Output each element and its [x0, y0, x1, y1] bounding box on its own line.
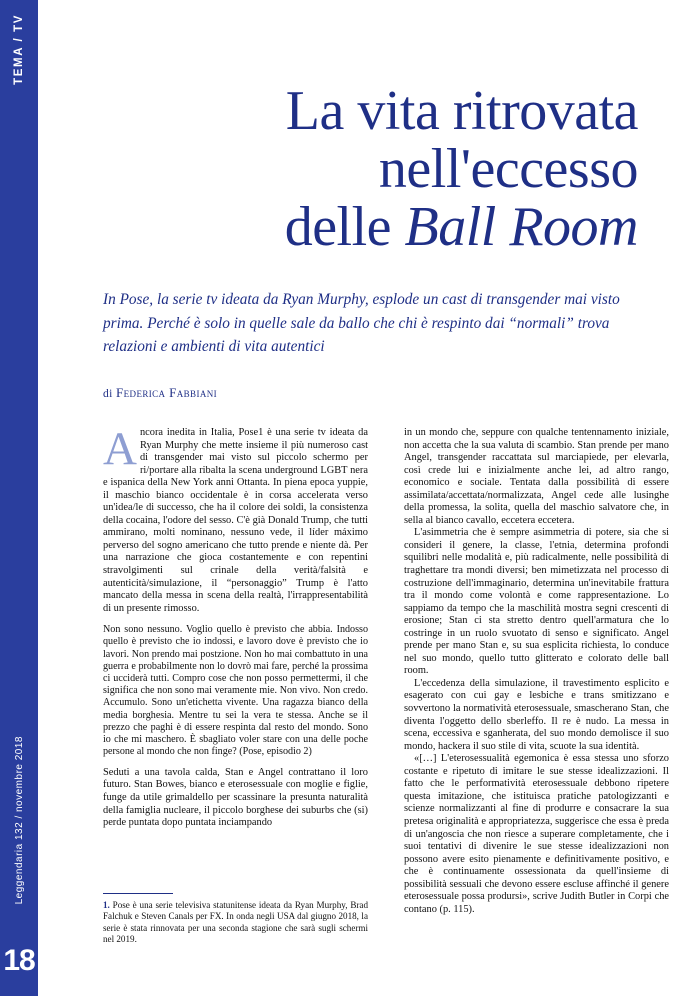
headline-line-2: nell'eccesso	[378, 137, 638, 200]
paragraph: in un mondo che, seppure con qualche tentennamento iniziale, non accetta che la sua valuta di scambio. Stan prende per mano Angel, transgender raccattata sul marciapiede, per elevarla, così crede lui e inizialmente anche lei, ad altro rango, economico e sociale. Tentata dalla possibilità di essere assimilata/accettata/normalizzata, Angel cede alle lusinghe della promessa, la solita, quella del maschio salvatore che, in sella al bianco cavallo, eccetera eccetera.	[404, 427, 669, 526]
page-number: 18	[3, 944, 35, 977]
issue-label	[0, 736, 38, 904]
rubric-text: TEMA / TV	[13, 14, 25, 85]
paragraph: L'asimmetria che è sempre asimmetria di potere, sia che si consideri il genere, la classe, l'etnia, determina profondi squilibri nelle modalità e, più radicalmente, nelle possibilità di traghettare tra mondi diversi; ben mimetizzata nel processo di costruzione dell'immaginario, determina un'inevitabile frattura tra il mondo come volontà e come rappresentazione. Lo sappiamo da tempo che la maschilità mostra segni crescenti di erosione; Stan ci sta stretto dentro quell'armatura che lo costringe in un ruolo svuotato di senso e significato. Angel prende per mano Stan e, su sua esplicita richiesta, lo conduce nel suo mondo, quello tutto glitterato e colorato delle ball room.	[404, 527, 669, 677]
footnote	[103, 900, 368, 945]
article-page	[38, 0, 692, 996]
column-right	[404, 427, 669, 916]
footnote-divider	[103, 893, 173, 894]
paragraph: L'eccedenza della simulazione, il travestimento esplicito e esagerato con cui gay e lesbiche e trans smitizzano e sovvertono la normatività eterosessuale, smascherano Stan, che diventa l'oggetto dello sberleffo. Il re è nudo. La messa in scena, eccessiva e sganherata, del suo mondo demolisce il suo mondo, hackera il suo stile di vita, scuote la sua identità.	[404, 677, 669, 752]
paragraph: Seduti a una tavola calda, Stan e Angel contrattano il loro futuro. Stan Bowes, bianco e eterosessuale con moglie e figlie, funge da utile grimaldello per scassinare la presunta naturalità della famiglia nucleare, il piccolo borghese dei suburbs che (si) perde puntata dopo puntata inciampando	[103, 766, 368, 829]
headline-line-3-plain: delle	[284, 195, 405, 258]
headline-line-1: La vita ritrovata	[285, 79, 638, 142]
byline	[103, 385, 217, 401]
headline-line-3-italic: Ball Room	[404, 195, 638, 258]
paragraph: «[…] L'eterosessualità egemonica è essa stessa uno sforzo costante e ripetuto di imitare le sue stesse idealizzazioni. Il fatto che le performatività eterosessuale debbono ripetere questa imitazione, che istituisca pratiche patologizzanti e scienze normalizzanti al fine di produrre e consacrare la sua pretesa originalità e appropriatezza, suggerisce che essa è preda di un'angoscia che non riesce a superare completamente, che i suoi tentativi di divenire le sue stesse idealizzazioni non possono avere esito pienamente e definitivamente positivo, e che è continuamente ossessionata da quell'insieme di possibilità sessuali che devono essere escluse affinché il genere eterosessuale possa prodursi», scrive Judith Butler in Corpi che contano (p. 115).	[404, 753, 669, 915]
paragraph-text: ncora inedita in Italia, Pose1 è una serie tv ideata da Ryan Murphy che mette insieme il più numeroso cast di transgender mai visto sul piccolo schermo per ri/portare alla ribalta la scena underground LGBT nera e ispanica della New York anni Ottanta. In piena epoca yuppie, il maschio bianco occidentale è in corsa accelerata verso un'idea/le di successo, che ha il colore dei soldi, la consistenza della cocaina, l'odore del sesso. C'è già Donald Trump, che tutti ammirano, molti nominano, nessuno vede, il líder máximo perverso del sogno americano che tutto prende e niente dà. Per una narrazione che gioca costantemente e con repentini stravolgimenti sul crinale della verità/falsità e autenticità/simulazione, il “personaggio” Trump è l'atto mancato della messa in scena della realtà, l'irrappresentabilità di un presente rimosso.	[103, 427, 368, 614]
footnote-text: Pose è una serie televisiva statunitense ideata da Ryan Murphy, Brad Falchuk e Steven Canals per FX. In onda negli USA dal giugno 2018, la serie è stata rinnovata per una seconda stagione che sarà sugli schermi nel 2019.	[103, 900, 368, 944]
left-rubric-bar	[0, 0, 38, 996]
drop-cap: A	[103, 423, 137, 475]
footnote-marker: 1.	[103, 900, 110, 910]
paragraph	[103, 423, 368, 615]
page-title	[78, 79, 638, 258]
pull-quote-block	[103, 624, 368, 758]
paragraph: Non sono nessuno. Voglio quello è previsto che abbia. Indosso quello è previsto che io indossi, e lavoro dove è previsto che io lavori. Non prendo mai postzione. Non ho mai combattuto in una guerra e probabilmente non lo dovrò mai fare, perché la prossima ci ucciderà tutti. Compro cose che non posso permettermi, il che significa che non sono mai veramente mie. Non vivo. Non credo. Accumulo. Sono un'etichetta vivente. Una ragazza bianco della media borghesia. Mentre tu sei la vera te stessa. Anche se il prezzo che paghi è di essere respinta dal resto del mondo. Sono io che mi maschero. È sbagliato voler stare con una delle poche persone al mondo che non finge? (Pose, episodio 2)	[103, 624, 368, 758]
byline-prefix: di	[103, 388, 117, 400]
issue-text: Leggendaria 132 / novembre 2018	[13, 735, 25, 904]
column-left	[103, 423, 368, 830]
body-columns	[103, 423, 669, 947]
standfirst: In Pose, la serie tv ideata da Ryan Murphy, esplode un cast di transgender mai visto prima. Perché è solo in quelle sale da ballo che chi è respinto dai “normali” trova relazioni e ambienti di vita autentici	[103, 291, 620, 355]
rubric-label	[0, 14, 38, 174]
byline-author: Federica Fabbiani	[116, 385, 218, 400]
